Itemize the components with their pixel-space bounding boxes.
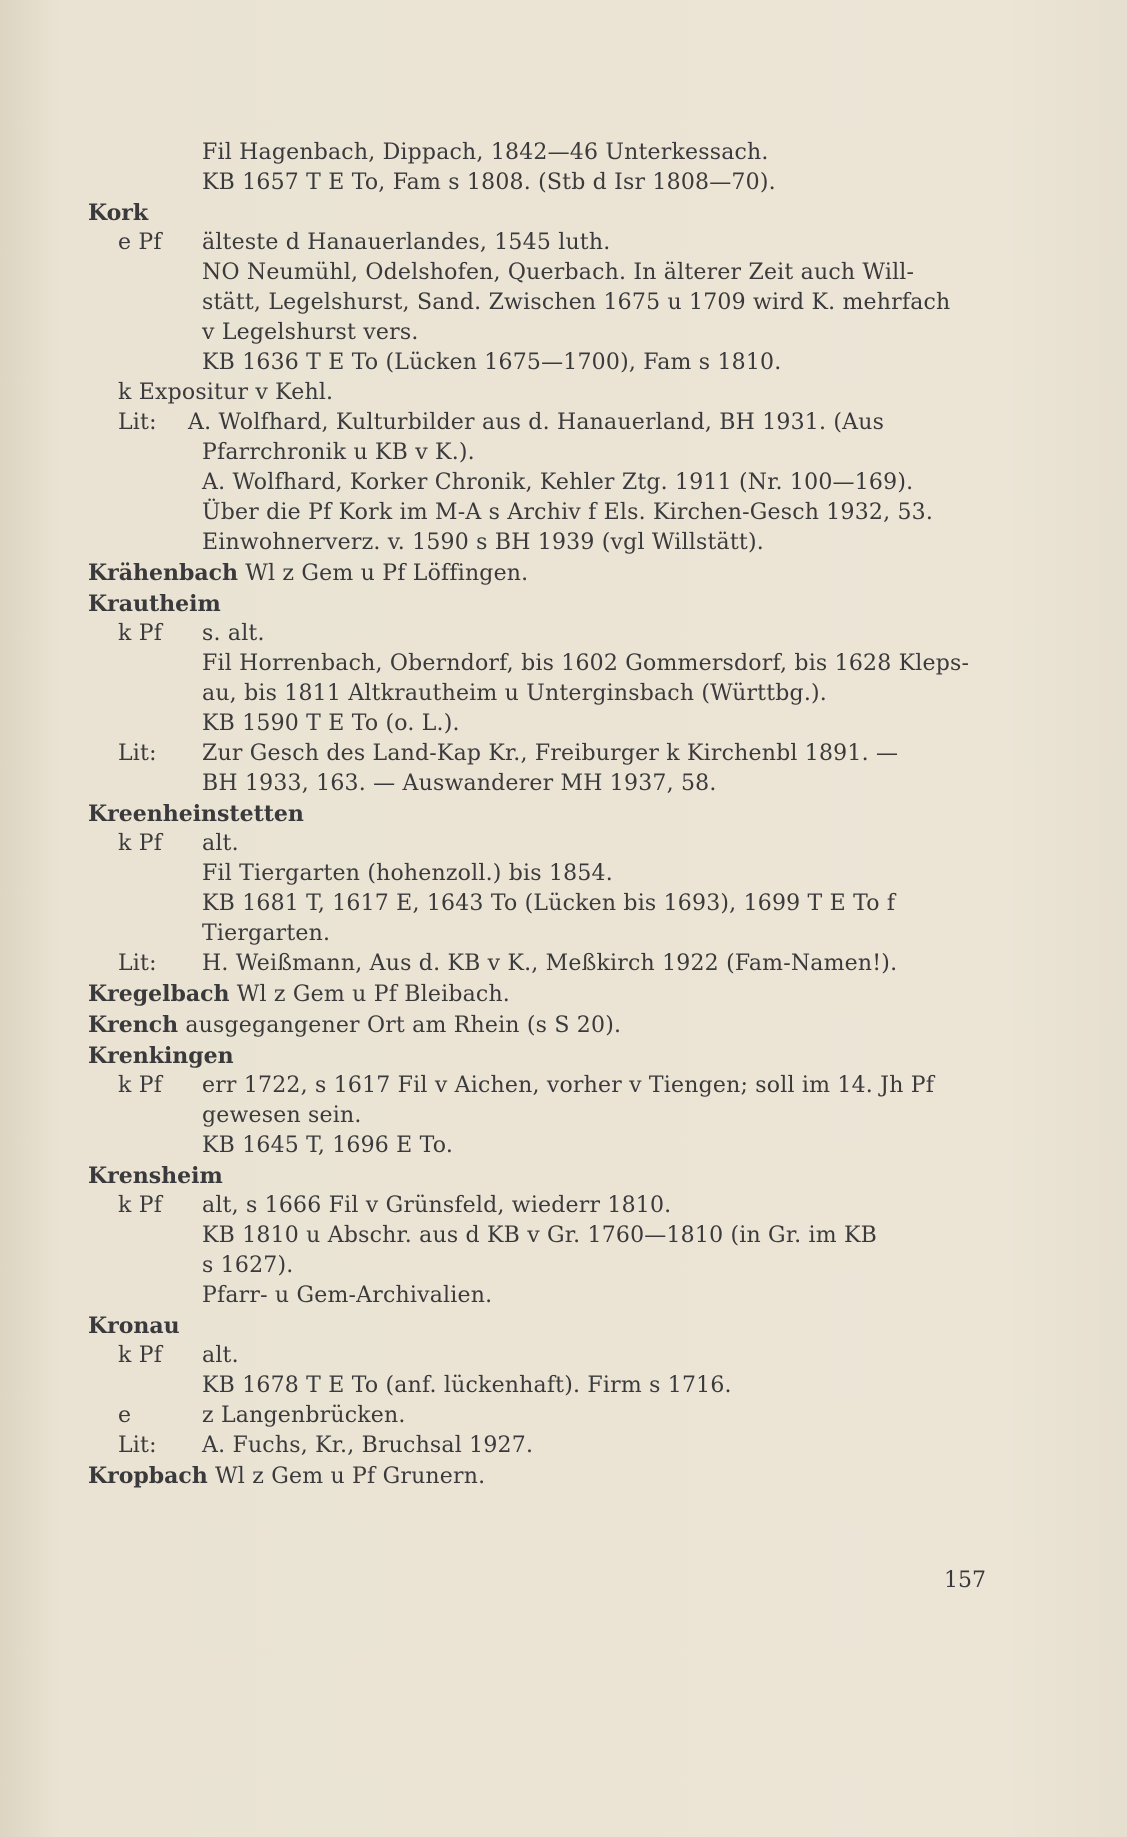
lit-text: BH 1933, 163. — Auswanderer MH 1937, 58. <box>202 771 717 796</box>
lit-label: Lit: <box>118 410 157 435</box>
lit-text: Einwohnerverz. v. 1590 s BH 1939 (vgl Willstätt). <box>202 530 764 555</box>
entry-label: k Pf <box>118 621 163 646</box>
text-line-content: KB 1657 T E To, Fam s 1808. (Stb d Isr 1808—70). <box>202 170 776 195</box>
lit-text: A. Wolfhard, Kulturbilder aus d. Hanauerland, BH 1931. (Aus <box>188 410 885 435</box>
entry-line <box>88 1341 1000 1371</box>
entry-line <box>88 859 1000 889</box>
entry-heading-kropbach: Kropbach <box>88 1463 208 1489</box>
entry-text: älteste d Hanauerlandes, 1545 luth. <box>202 230 611 255</box>
entry-label: k Pf <box>118 1343 163 1368</box>
entry-heading-kraehenbach: Krähenbach <box>88 560 238 586</box>
entry-text: KB 1636 T E To (Lücken 1675—1700), Fam s 1810. <box>202 350 782 375</box>
entry-line <box>88 1371 1000 1401</box>
entry-line <box>88 1101 1000 1131</box>
entry-text: alt. <box>202 1343 239 1368</box>
entry-text: au, bis 1811 Altkrautheim u Unterginsbach (Württbg.). <box>202 681 827 706</box>
lit-text: H. Weißmann, Aus d. KB v K., Meßkirch 1922 (Fam-Namen!). <box>202 951 898 976</box>
entry-line <box>88 258 1000 288</box>
entry-label: k Pf <box>118 831 163 856</box>
entry-text: s. alt. <box>202 621 265 646</box>
entry-text: ausgegangener Ort am Rhein (s S 20). <box>185 1013 622 1038</box>
entry-text: Fil Horrenbach, Oberndorf, bis 1602 Gommersdorf, bis 1628 Kleps- <box>202 651 970 676</box>
entry-line <box>88 438 1000 468</box>
entry-text: v Legelshurst vers. <box>202 320 419 345</box>
entry-text: Pfarr- u Gem-Archivalien. <box>202 1283 493 1308</box>
entry-line <box>88 1281 1000 1311</box>
entry-kraehenbach <box>88 558 1000 589</box>
entry-line <box>88 949 1000 979</box>
entry-heading-krench: Krench <box>88 1012 179 1038</box>
entry-line <box>88 528 1000 558</box>
entry-krench <box>88 1010 1000 1041</box>
lit-label: Lit: <box>118 1433 157 1458</box>
entry-line <box>88 1431 1000 1461</box>
entry-heading-kork: Kork <box>88 200 149 226</box>
entry-line <box>88 1191 1000 1221</box>
page-number: 157 <box>944 1568 986 1593</box>
entry-line <box>88 829 1000 859</box>
entry-line <box>88 318 1000 348</box>
entry-text: Tiergarten. <box>202 921 331 946</box>
entry-line <box>88 679 1000 709</box>
lit-label: Lit: <box>118 741 157 766</box>
entry-text: KB 1681 T, 1617 E, 1643 To (Lücken bis 1693), 1699 T E To f <box>202 891 896 916</box>
entry-heading-kregelbach: Kregelbach <box>88 981 230 1007</box>
entry-line <box>88 919 1000 949</box>
entry-line <box>88 1401 1000 1431</box>
entry-line <box>88 498 1000 528</box>
entry-line <box>88 378 1000 408</box>
entry-text: stätt, Legelshurst, Sand. Zwischen 1675 u 1709 wird K. mehrfach <box>202 290 951 315</box>
entry-line <box>88 1071 1000 1101</box>
lit-label: Lit: <box>118 951 157 976</box>
entry-line <box>88 228 1000 258</box>
entry-label: k Pf <box>118 1193 163 1218</box>
lit-text: Über die Pf Kork im M-A s Archiv f Els. Kirchen-Gesch 1932, 53. <box>202 500 934 525</box>
entry-text: KB 1810 u Abschr. aus d KB v Gr. 1760—1810 (in Gr. im KB <box>202 1223 878 1248</box>
entry-text: Fil Tiergarten (hohenzoll.) bis 1854. <box>202 861 613 886</box>
entry-text: Wl z Gem u Pf Bleibach. <box>236 982 511 1007</box>
entry-text: Wl z Gem u Pf Grunern. <box>215 1464 486 1489</box>
entry-text: KB 1678 T E To (anf. lückenhaft). Firm s 1716. <box>202 1373 732 1398</box>
lit-text: A. Fuchs, Kr., Bruchsal 1927. <box>202 1433 534 1458</box>
entry-text: NO Neumühl, Odelshofen, Querbach. In älterer Zeit auch Will- <box>202 260 915 285</box>
entry-line <box>88 288 1000 318</box>
entry-label: k Pf <box>118 1073 163 1098</box>
entry-text: KB 1645 T, 1696 E To. <box>202 1133 454 1158</box>
entry-text: KB 1590 T E To (o. L.). <box>202 711 460 736</box>
entry-text: s 1627). <box>202 1253 294 1278</box>
entry-line <box>88 649 1000 679</box>
text-line <box>88 138 1000 168</box>
entry-line <box>88 1221 1000 1251</box>
entry-kregelbach <box>88 979 1000 1010</box>
entry-heading-krensheim: Krensheim <box>88 1163 223 1189</box>
entry-text: alt, s 1666 Fil v Grünsfeld, wiederr 1810. <box>202 1193 672 1218</box>
entry-heading-krautheim: Krautheim <box>88 591 221 617</box>
entry-label: e Pf <box>118 230 162 255</box>
page-content <box>88 138 1000 1492</box>
entry-line <box>88 709 1000 739</box>
entry-line <box>88 408 1000 438</box>
text-line-content: Fil Hagenbach, Dippach, 1842—46 Unterkessach. <box>202 140 769 165</box>
entry-text: err 1722, s 1617 Fil v Aichen, vorher v Tiengen; soll im 14. Jh Pf <box>202 1073 935 1098</box>
entry-heading-kreenheinstetten: Kreenheinstetten <box>88 801 304 827</box>
entry-label: e <box>118 1403 132 1428</box>
text-line <box>88 168 1000 198</box>
entry-text: Wl z Gem u Pf Löffingen. <box>245 561 529 586</box>
entry-kropbach <box>88 1461 1000 1492</box>
entry-text: alt. <box>202 831 239 856</box>
entry-line <box>88 619 1000 649</box>
entry-text: gewesen sein. <box>202 1103 362 1128</box>
entry-heading-krenkingen: Krenkingen <box>88 1043 234 1069</box>
entry-heading-kronau: Kronau <box>88 1313 180 1339</box>
entry-line <box>88 889 1000 919</box>
entry-label: k Expositur v Kehl. <box>118 380 334 405</box>
lit-text: A. Wolfhard, Korker Chronik, Kehler Ztg. 1911 (Nr. 100—169). <box>202 470 914 495</box>
entry-line <box>88 769 1000 799</box>
lit-text: Pfarrchronik u KB v K.). <box>202 440 475 465</box>
entry-line <box>88 739 1000 769</box>
entry-line <box>88 1251 1000 1281</box>
entry-text: z Langenbrücken. <box>202 1403 406 1428</box>
lit-text: Zur Gesch des Land-Kap Kr., Freiburger k Kirchenbl 1891. — <box>202 741 899 766</box>
entry-line <box>88 1131 1000 1161</box>
entry-line <box>88 468 1000 498</box>
entry-line <box>88 348 1000 378</box>
